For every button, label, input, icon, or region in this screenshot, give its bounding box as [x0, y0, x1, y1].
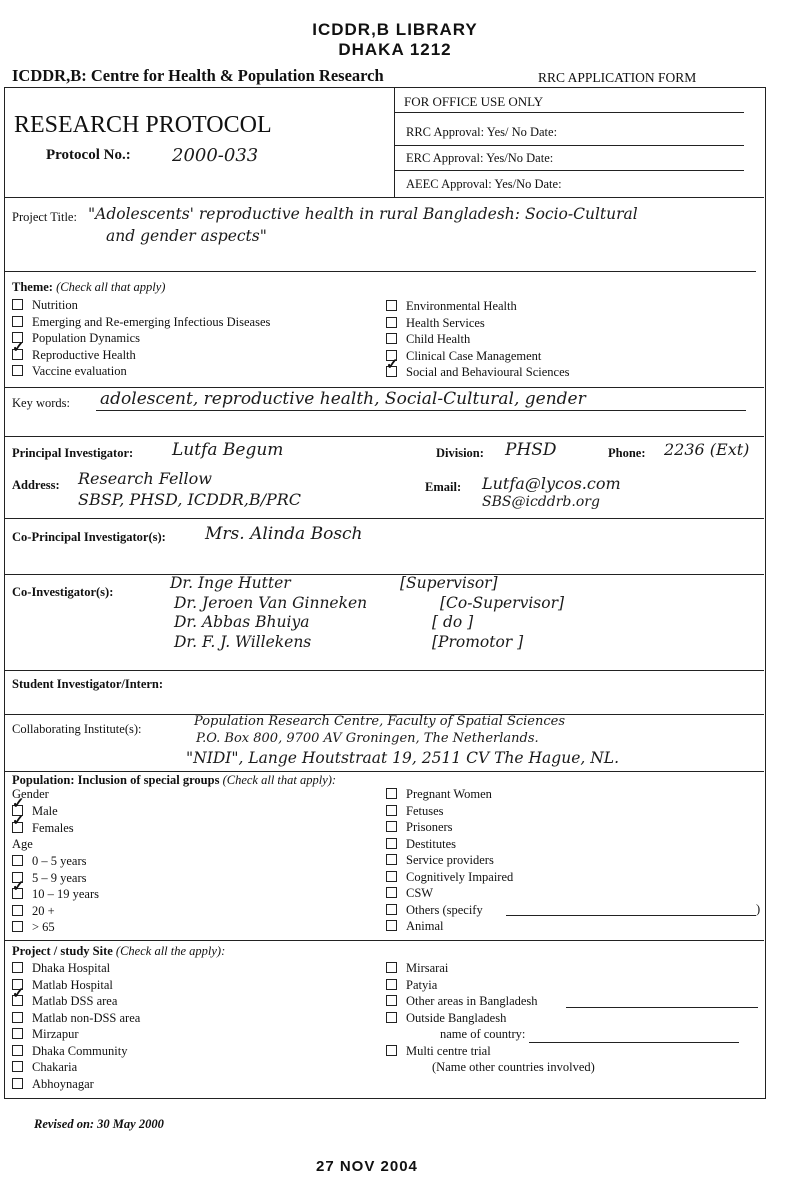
checkbox[interactable] [12, 1061, 23, 1072]
country-line [529, 1042, 739, 1043]
site-option-label: Chakaria [32, 1060, 78, 1074]
theme-option-label: Clinical Case Management [406, 348, 542, 363]
checkbox[interactable] [386, 962, 397, 973]
coinv-name: Dr. Jeroen Van Ginneken [174, 593, 368, 612]
coinv-row [170, 633, 630, 653]
population-option-label: Others (specify [406, 902, 483, 917]
student-label: Student Investigator/Intern: [12, 677, 164, 691]
site-option-label: Outside Bangladesh [406, 1010, 507, 1025]
division-label: Division: [436, 446, 484, 460]
population-option[interactable] [386, 852, 513, 869]
population-option-label: Cognitively Impaired [406, 869, 514, 884]
population-option[interactable] [386, 819, 513, 836]
email-label: Email: [425, 480, 462, 494]
theme-option-label: Emerging and Re-emerging Infectious Diseases [32, 314, 271, 329]
checkbox[interactable] [12, 905, 23, 916]
org-name: ICDDR,B: Centre for Health & Population Research [12, 66, 384, 85]
population-option-label: Prisoners [406, 820, 453, 834]
protocol-number-label: Protocol No.: [46, 147, 131, 163]
checkbox[interactable] [12, 1078, 23, 1089]
address-line1: Research Fellow [78, 469, 212, 488]
population-option[interactable] [386, 803, 513, 820]
theme-option-label: Health Services [406, 315, 485, 330]
theme-option[interactable] [12, 347, 270, 364]
population-option-label: Pregnant Women [406, 787, 492, 801]
collab-line3: "NIDI", Lange Houtstraat 19, 2511 CV The Hague, NL. [186, 749, 620, 767]
site-option[interactable] [386, 960, 538, 977]
collab-label: Collaborating Institute(s): [12, 722, 142, 736]
site-option[interactable] [386, 993, 538, 1010]
project-title-line2: and gender aspects" [106, 227, 267, 245]
aeec-approval: AEEC Approval: Yes/No Date: [406, 177, 562, 191]
email-line2: SBS@icddrb.org [482, 494, 600, 510]
coinv-label: Co-Investigator(s): [12, 585, 114, 599]
theme-option[interactable] [12, 330, 270, 347]
coinv-role: [ do ] [432, 613, 474, 631]
population-option-label: Fetuses [406, 803, 444, 818]
multi-centre-note: (Name other countries involved) [432, 1060, 595, 1074]
coinv-name: Dr. Abbas Bhuiya [174, 613, 310, 631]
division-value: PHSD [505, 440, 557, 460]
site-option[interactable] [12, 1043, 140, 1060]
coinv-row [170, 574, 630, 594]
checkbox[interactable] [386, 300, 397, 311]
site-option-label: Matlab non-DSS area [32, 1010, 141, 1025]
age-option[interactable] [12, 870, 99, 887]
coinv-row [170, 613, 630, 633]
address-line2: SBSP, PHSD, ICDDR,B/PRC [78, 490, 302, 509]
library-city: DHAKA 1212 [338, 40, 452, 59]
population-option-label: CSW [406, 886, 434, 900]
theme-option-label: Environmental Health [406, 299, 517, 313]
age-option-label: > 65 [32, 920, 55, 934]
population-heading: Population: Inclusion of special groups (Check all that apply): [12, 773, 337, 787]
checkbox[interactable] [12, 995, 23, 1006]
age-option[interactable] [12, 886, 99, 903]
date-stamp: 27 NOV 2004 [316, 1158, 418, 1175]
checkbox[interactable] [386, 871, 397, 882]
site-option-label: Mirzapur [32, 1027, 79, 1041]
keywords-label: Key words: [12, 396, 70, 410]
theme-option[interactable] [386, 348, 570, 365]
site-option[interactable] [12, 1059, 140, 1076]
office-divider [394, 87, 395, 197]
checkbox[interactable] [386, 333, 397, 344]
address-label: Address: [12, 478, 60, 492]
site-option-label: Dhaka Community [32, 1043, 128, 1058]
checkbox[interactable] [12, 822, 23, 833]
population-option[interactable] [386, 786, 513, 803]
site-left-list [12, 960, 140, 1092]
site-option-label: Mirsarai [406, 961, 449, 975]
population-option[interactable] [386, 918, 513, 935]
theme-option[interactable] [12, 297, 270, 314]
project-title-line1: "Adolescents' reproductive health in rural Bangladesh: Socio-Cultural [88, 205, 638, 223]
site-option[interactable] [12, 960, 140, 977]
age-label: Age [12, 837, 33, 851]
checkbox[interactable] [386, 887, 397, 898]
site-heading: Project / study Site (Check all the apply): [12, 944, 226, 958]
checkbox[interactable] [12, 365, 23, 376]
age-option-label: 0 – 5 years [32, 854, 87, 868]
population-option[interactable] [386, 869, 513, 886]
library-name: ICDDR,B LIBRARY [312, 20, 478, 39]
country-label: name of country: [440, 1026, 739, 1043]
coinv-role: [Promotor ] [432, 632, 524, 651]
site-option-label: Matlab Hospital [32, 977, 113, 992]
checkbox[interactable] [12, 1028, 23, 1039]
site-right-list [386, 960, 538, 1026]
age-option-label: 20 + [32, 903, 55, 918]
checkbox[interactable] [12, 888, 23, 899]
theme-option-label: Nutrition [32, 298, 78, 312]
phone-value: 2236 (Ext) [664, 440, 750, 459]
checkbox[interactable] [386, 1012, 397, 1023]
pi-label: Principal Investigator: [12, 446, 134, 460]
site-option-label: Patyia [406, 977, 438, 992]
theme-option[interactable] [12, 314, 270, 331]
site-option-label: Other areas in Bangladesh [406, 994, 538, 1008]
theme-option-label: Population Dynamics [32, 331, 140, 345]
erc-approval: ERC Approval: Yes/No Date: [406, 151, 554, 165]
population-option[interactable] [386, 885, 513, 902]
collab-line2: P.O. Box 800, 9700 AV Groningen, The Netherlands. [196, 731, 539, 746]
coinv-name: Dr. F. J. Willekens [174, 632, 312, 651]
email-line1: Lutfa@lycos.com [482, 474, 621, 493]
site-option-label: Abhoynagar [32, 1076, 94, 1091]
gender-option[interactable] [12, 820, 74, 837]
rrc-approval: RRC Approval: Yes/ No Date: [406, 125, 558, 139]
collab-line1: Population Research Centre, Faculty of Spatial Sciences [194, 714, 565, 729]
site-option[interactable] [12, 1026, 140, 1043]
checkbox[interactable] [386, 854, 397, 865]
checkbox[interactable] [12, 962, 23, 973]
theme-option-label: Child Health [406, 332, 471, 346]
coinv-list [170, 574, 630, 652]
theme-option[interactable] [12, 363, 270, 380]
protocol-number-value: 2000-033 [172, 145, 259, 166]
age-option[interactable] [12, 919, 99, 936]
form-name: RRC APPLICATION FORM [538, 70, 697, 85]
checkbox[interactable] [386, 805, 397, 816]
population-option[interactable] [386, 836, 513, 853]
checkbox[interactable] [386, 788, 397, 799]
site-option[interactable] [12, 977, 140, 994]
population-option-label: Animal [406, 919, 444, 933]
theme-option[interactable] [386, 315, 570, 332]
project-title-label: Project Title: [12, 210, 77, 224]
theme-right-list [386, 298, 570, 381]
site-option[interactable] [12, 993, 140, 1010]
checkbox[interactable] [386, 366, 397, 377]
theme-option[interactable] [386, 298, 570, 315]
revised-date: Revised on: 30 May 2000 [34, 1117, 164, 1131]
population-option[interactable] [386, 902, 513, 919]
population-option-label: Service providers [406, 853, 494, 867]
checkbox[interactable] [386, 979, 397, 990]
theme-option[interactable] [386, 331, 570, 348]
gender-list [12, 803, 74, 836]
gender-option-label: Females [32, 820, 74, 835]
checkbox[interactable] [12, 921, 23, 932]
multi-centre[interactable]: Multi centre trial [386, 1043, 491, 1060]
coinv-row [170, 594, 630, 614]
age-option-label: 10 – 19 years [32, 887, 99, 901]
checkbox[interactable] [386, 920, 397, 931]
population-option-label: Destitutes [406, 836, 456, 851]
copi-value: Mrs. Alinda Bosch [205, 524, 363, 544]
checkbox[interactable] [12, 855, 23, 866]
checkbox[interactable] [386, 904, 397, 915]
theme-heading: Theme: (Check all that apply) [12, 280, 166, 294]
theme-option[interactable] [386, 364, 570, 381]
theme-option-label: Social and Behavioural Sciences [406, 365, 570, 379]
protocol-title: RESEARCH PROTOCOL [14, 112, 272, 138]
checkbox[interactable] [386, 317, 397, 328]
checkbox[interactable] [12, 316, 23, 327]
keywords-value: adolescent, reproductive health, Social-Cultural, gender [100, 389, 586, 409]
multi-centre-checkbox[interactable] [386, 1045, 397, 1056]
coinv-role: [Co-Supervisor] [440, 593, 565, 612]
pi-value: Lutfa Begum [172, 440, 284, 460]
age-list [12, 853, 99, 936]
theme-left-list [12, 297, 270, 380]
copi-label: Co-Principal Investigator(s): [12, 530, 166, 544]
age-option[interactable] [12, 903, 99, 920]
site-option-label: Matlab DSS area [32, 994, 118, 1008]
site-option[interactable] [386, 977, 538, 994]
population-right-list [386, 786, 513, 935]
site-option[interactable] [386, 1010, 538, 1027]
coinv-role: [Supervisor] [400, 574, 498, 592]
site-option[interactable] [12, 1076, 140, 1093]
phone-label: Phone: [608, 446, 646, 460]
site-option[interactable] [12, 1010, 140, 1027]
checkbox[interactable] [12, 1012, 23, 1023]
checkbox[interactable] [386, 821, 397, 832]
age-option[interactable] [12, 853, 99, 870]
checkbox[interactable] [386, 838, 397, 849]
site-option-label: Dhaka Hospital [32, 961, 111, 975]
checkbox[interactable] [12, 349, 23, 360]
theme-option-label: Reproductive Health [32, 347, 136, 362]
office-heading: FOR OFFICE USE ONLY [404, 94, 544, 109]
checkbox[interactable] [12, 299, 23, 310]
age-option-label: 5 – 9 years [32, 870, 87, 885]
checkbox[interactable] [386, 995, 397, 1006]
gender-option-label: Male [32, 804, 58, 818]
checkbox[interactable] [12, 1045, 23, 1056]
gender-label: Gender [12, 787, 49, 801]
theme-option-label: Vaccine evaluation [32, 364, 127, 378]
coinv-name: Dr. Inge Hutter [170, 574, 291, 592]
